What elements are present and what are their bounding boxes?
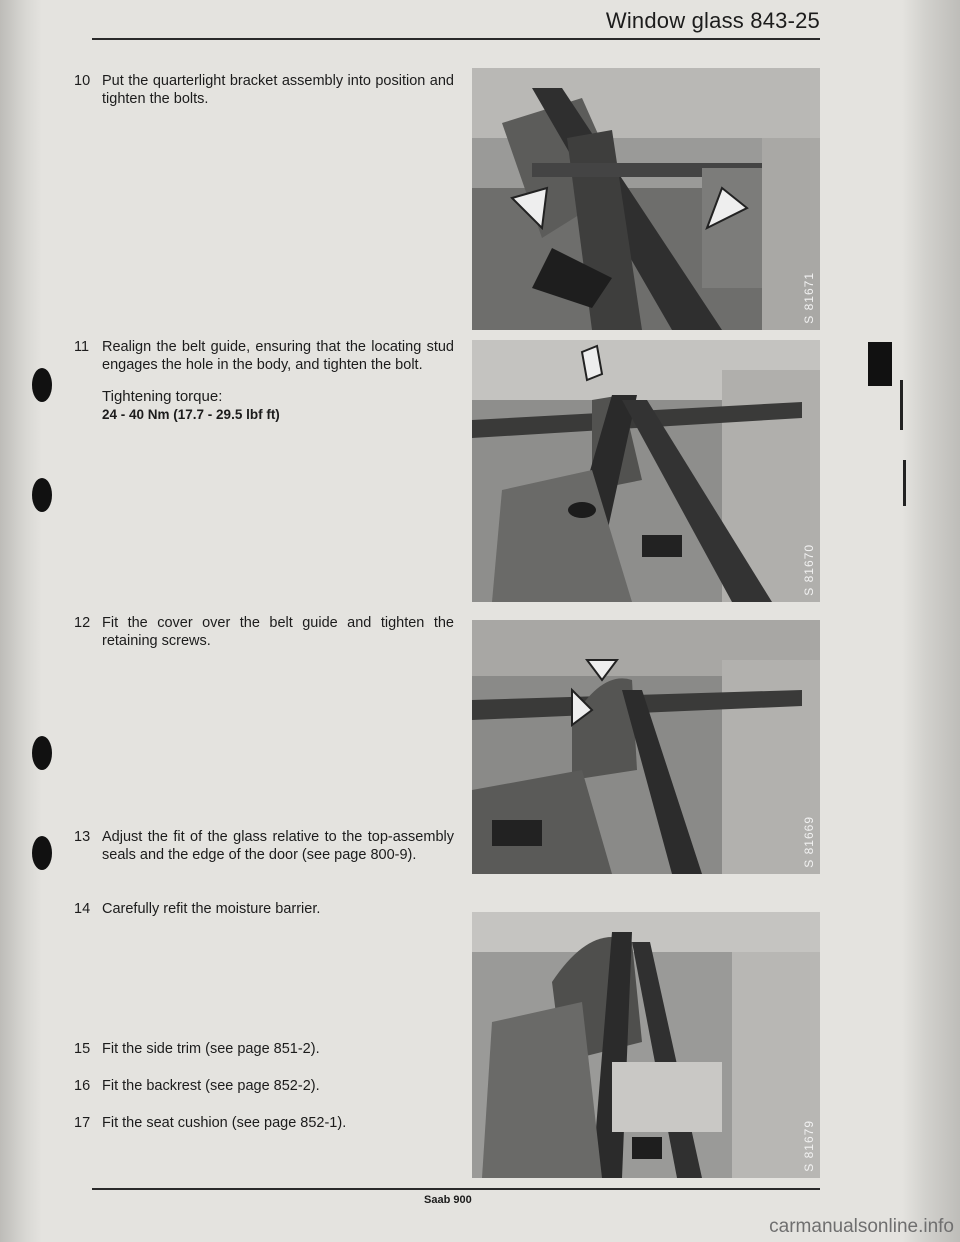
step-text: Fit the seat cushion (see page 852-1). — [102, 1115, 347, 1131]
binder-hole — [32, 478, 52, 512]
step-number: 10 — [74, 73, 91, 89]
step-number: 15 — [74, 1041, 91, 1057]
step-13 — [74, 828, 454, 864]
photo-reference-code: S 81670 — [802, 544, 816, 596]
step-number: 13 — [74, 829, 91, 845]
step-text: Put the quarterlight bracket assembly into position and tighten the bolts. — [102, 73, 454, 107]
step-16 — [74, 1077, 454, 1095]
torque-label: Tightening torque: — [102, 388, 223, 405]
step-text: Fit the cover over the belt guide and tighten the retaining screws. — [102, 615, 454, 649]
step-text: Adjust the fit of the glass relative to the top-assembly seals and the edge of the door (see page 800-9). — [102, 829, 454, 863]
header-rule — [92, 38, 820, 40]
section-tab-marker — [868, 342, 892, 386]
step-10 — [74, 72, 454, 108]
step-text: Fit the backrest (see page 852-2). — [102, 1078, 320, 1094]
page-edge-right — [902, 0, 960, 1242]
photo-refitted-seat-area — [472, 912, 820, 1178]
step-number: 11 — [74, 339, 90, 355]
step-14 — [74, 900, 454, 918]
watermark: carmanualsonline.info — [769, 1216, 954, 1237]
photo-reference-code: S 81669 — [802, 816, 816, 868]
step-text: Fit the side trim (see page 851-2). — [102, 1041, 320, 1057]
torque-value: 24 - 40 Nm (17.7 - 29.5 lbf ft) — [102, 407, 280, 422]
photo-reference-code: S 81679 — [802, 1120, 816, 1172]
photo-quarterlight-bracket — [472, 68, 820, 330]
binder-hole — [32, 368, 52, 402]
step-text: Realign the belt guide, ensuring that the locating stud engages the hole in the body, and tighten the bolt. — [102, 339, 454, 373]
binder-hole — [32, 736, 52, 770]
page-header-title: Window glass 843-25 — [605, 8, 820, 33]
page-edge-left — [0, 0, 42, 1242]
step-15 — [74, 1040, 454, 1058]
photo-belt-guide — [472, 340, 820, 602]
step-text: Carefully refit the moisture barrier. — [102, 901, 321, 917]
step-17 — [74, 1114, 454, 1132]
step-number: 17 — [74, 1115, 91, 1131]
section-tick-mark — [900, 380, 903, 430]
section-tick-mark — [903, 460, 906, 506]
step-12 — [74, 614, 454, 650]
step-11 — [74, 338, 454, 424]
photo-belt-guide-cover — [472, 620, 820, 874]
footer-brand: Saab 900 — [424, 1194, 472, 1206]
photo-reference-code: S 81671 — [802, 272, 816, 324]
binder-hole — [32, 836, 52, 870]
footer-rule — [92, 1188, 820, 1190]
step-number: 16 — [74, 1078, 91, 1094]
step-number: 12 — [74, 615, 91, 631]
step-number: 14 — [74, 901, 91, 917]
